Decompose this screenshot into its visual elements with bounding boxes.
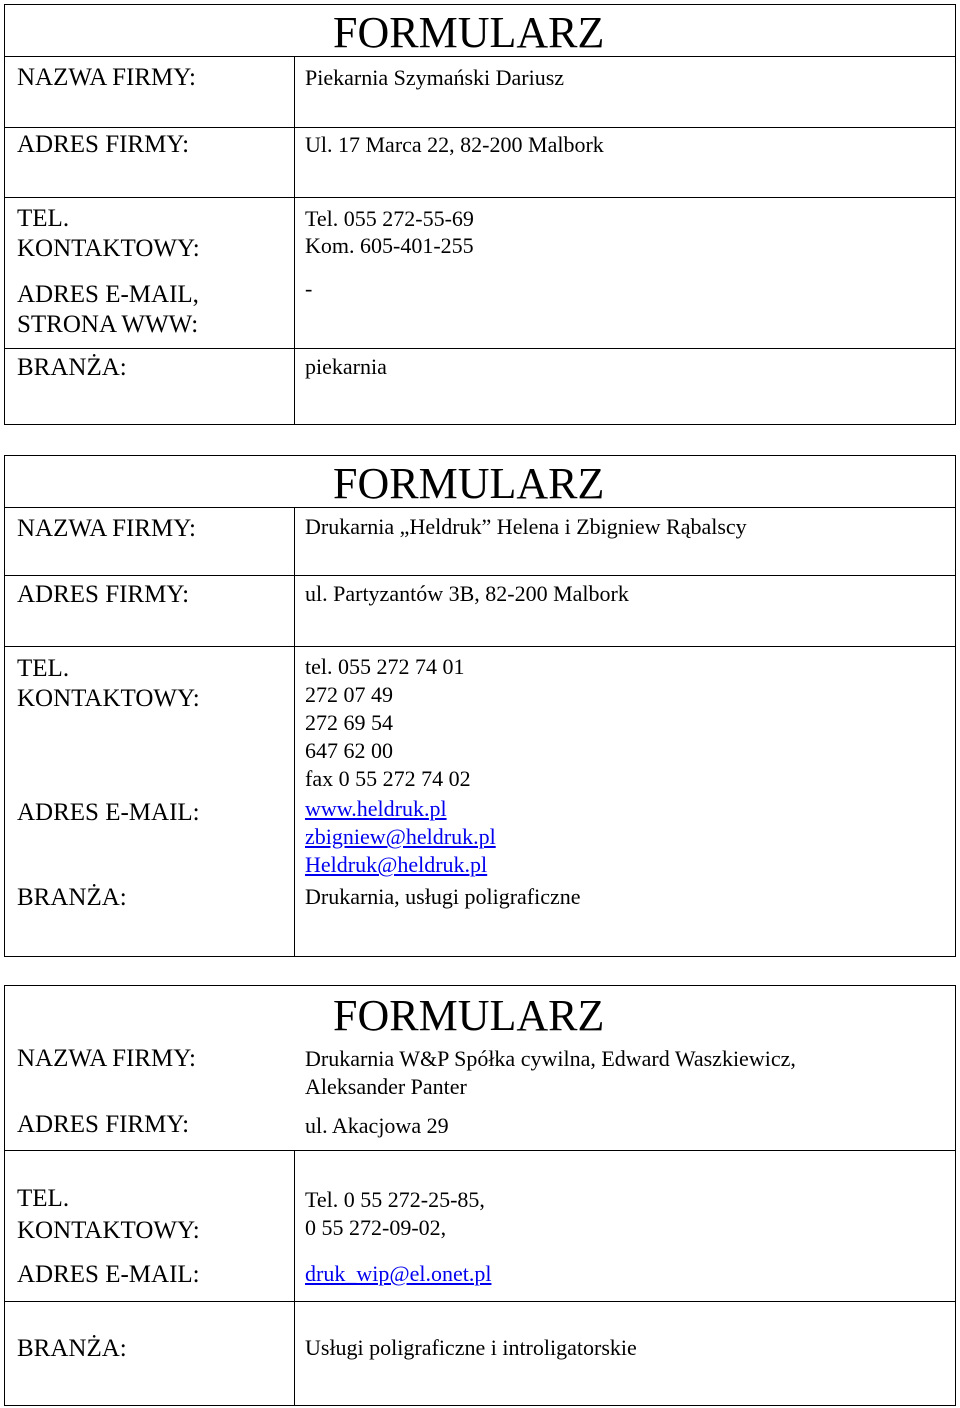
row-divider	[5, 1150, 955, 1151]
row-divider	[5, 646, 955, 647]
company-name-label: NAZWA FIRMY:	[17, 515, 196, 542]
company-address-label: ADRES FIRMY:	[17, 581, 190, 608]
row-divider	[5, 197, 955, 198]
form-title: FORMULARZ	[333, 991, 605, 1040]
phone-label-continued: KONTAKTOWY:	[17, 235, 200, 262]
industry-label: BRANŻA:	[17, 884, 127, 911]
phone-value: 0 55 272-09-02,	[305, 1215, 447, 1240]
form-title: FORMULARZ	[333, 459, 605, 508]
email-website-label-continued: STRONA WWW:	[17, 311, 199, 338]
row-divider	[5, 348, 955, 349]
email-label: ADRES E-MAIL:	[17, 799, 200, 826]
company-address-value: Ul. 17 Marca 22, 82-200 Malbork	[305, 132, 604, 157]
form-wp	[4, 985, 956, 1406]
company-name-value-continued: Aleksander Panter	[305, 1074, 467, 1099]
form-heldruk	[4, 455, 956, 957]
column-divider	[294, 1150, 295, 1405]
form-title: FORMULARZ	[333, 8, 605, 57]
column-divider	[294, 56, 295, 424]
phone-value: tel. 055 272 74 01	[305, 654, 465, 679]
phone-label-continued: KONTAKTOWY:	[17, 685, 200, 712]
company-name-label: NAZWA FIRMY:	[17, 1045, 196, 1072]
row-divider	[5, 1301, 955, 1302]
company-name-label: NAZWA FIRMY:	[17, 64, 196, 91]
form-piekarnia	[4, 4, 956, 425]
row-divider	[5, 575, 955, 576]
company-address-label: ADRES FIRMY:	[17, 131, 190, 158]
phone-value: Tel. 055 272-55-69	[305, 206, 474, 231]
mobile-value: Kom. 605-401-255	[305, 233, 474, 258]
website-link[interactable]: www.heldruk.pl	[305, 796, 447, 821]
industry-value: Usługi poligraficzne i introligatorskie	[305, 1335, 637, 1360]
email-link[interactable]: zbigniew@heldruk.pl	[305, 824, 496, 849]
industry-value: Drukarnia, usługi poligraficzne	[305, 884, 581, 909]
company-name-value: Drukarnia W&P Spółka cywilna, Edward Waszkiewicz,	[305, 1046, 796, 1071]
company-address-label: ADRES FIRMY:	[17, 1111, 190, 1138]
company-name-value: Piekarnia Szymański Dariusz	[305, 65, 565, 90]
industry-label: BRANŻA:	[17, 354, 127, 381]
industry-label: BRANŻA:	[17, 1335, 127, 1362]
phone-label-continued: KONTAKTOWY:	[17, 1217, 200, 1244]
phone-label: TEL.	[17, 205, 70, 232]
email-link[interactable]: Heldruk@heldruk.pl	[305, 852, 488, 877]
phone-value: Tel. 0 55 272-25-85,	[305, 1187, 485, 1212]
company-address-value: ul. Partyzantów 3B, 82-200 Malbork	[305, 581, 629, 606]
phone-value: 647 62 00	[305, 738, 393, 763]
fax-value: fax 0 55 272 74 02	[305, 766, 471, 791]
phone-value: 272 69 54	[305, 710, 393, 735]
phone-value: 272 07 49	[305, 682, 393, 707]
phone-label: TEL.	[17, 655, 70, 682]
company-name-value: Drukarnia „Heldruk” Helena i Zbigniew Rąbalscy	[305, 514, 747, 539]
email-label: ADRES E-MAIL:	[17, 1261, 200, 1288]
email-link[interactable]: druk_wip@el.onet.pl	[305, 1261, 492, 1286]
company-address-value: ul. Akacjowa 29	[305, 1113, 449, 1138]
row-divider	[5, 127, 955, 128]
email-value: -	[305, 276, 313, 301]
phone-label: TEL.	[17, 1185, 70, 1212]
email-website-label: ADRES E-MAIL,	[17, 281, 199, 308]
industry-value: piekarnia	[305, 354, 387, 379]
